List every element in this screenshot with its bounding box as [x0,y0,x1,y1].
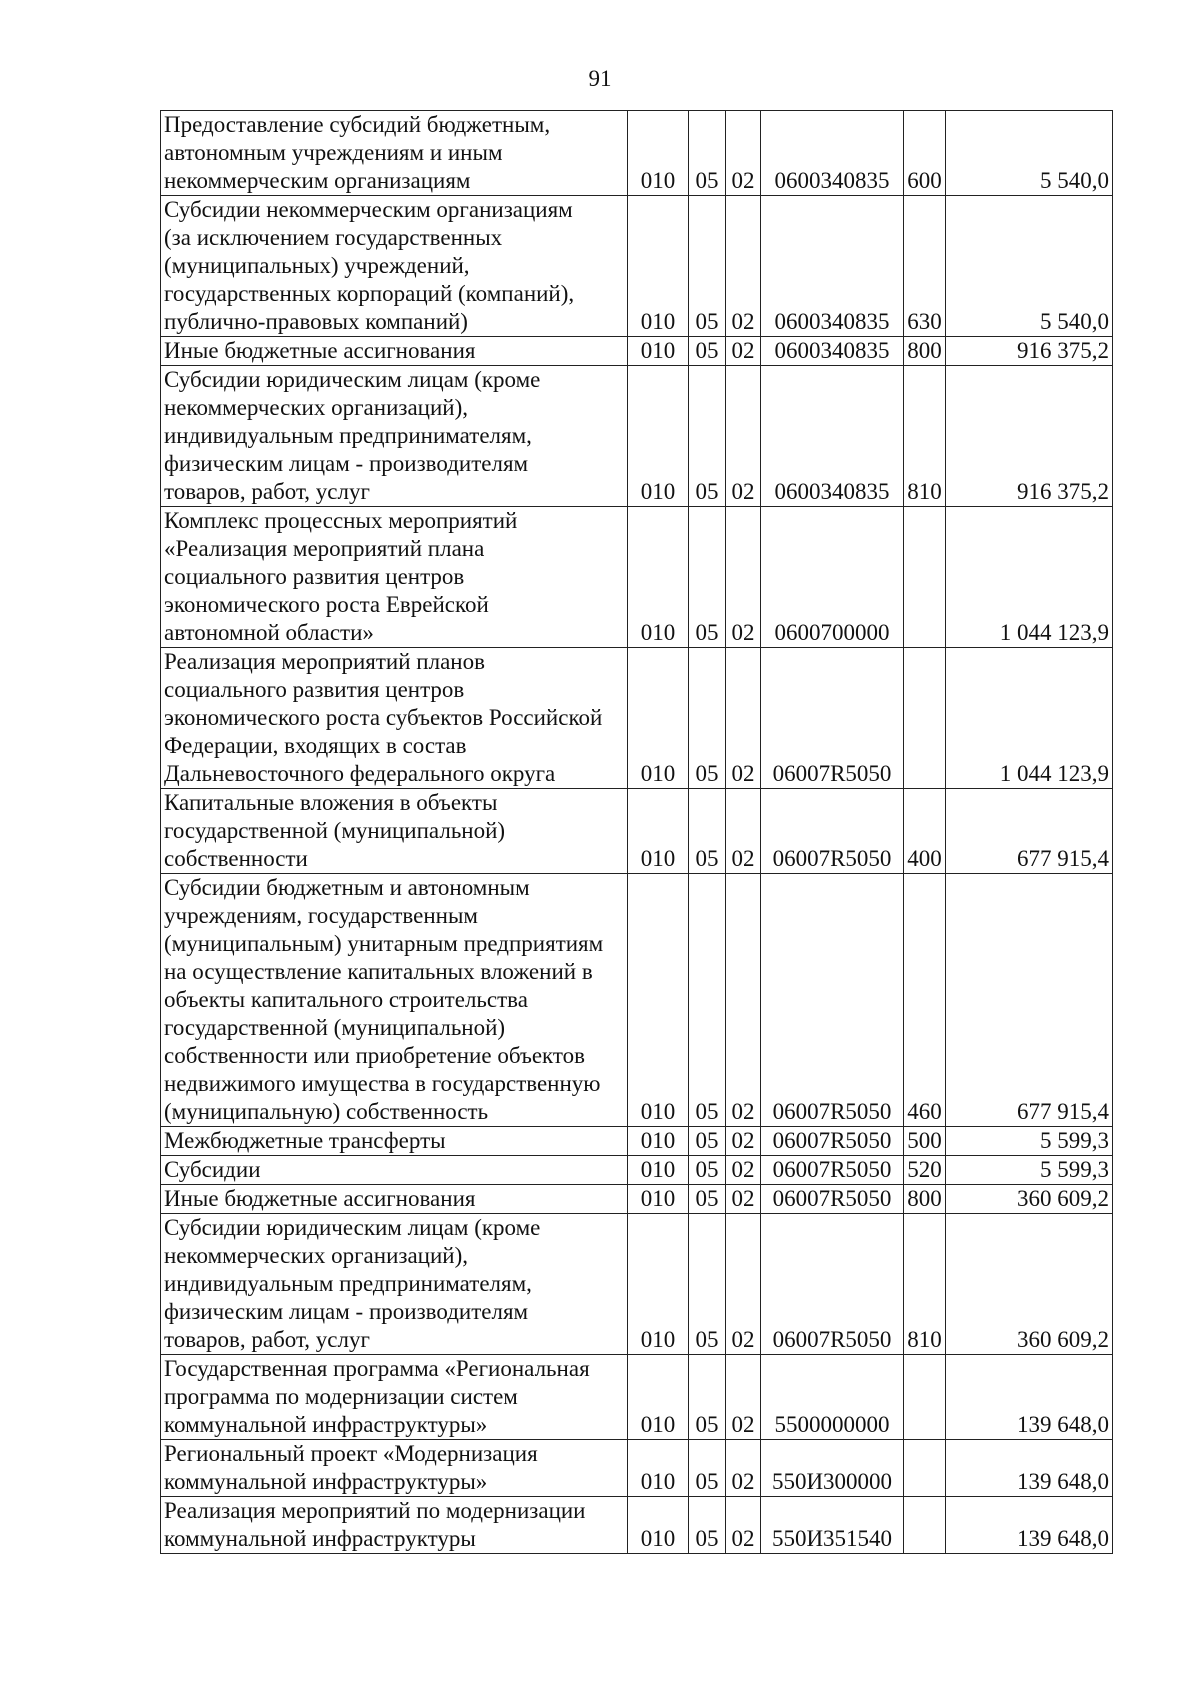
table-row [161,1355,1113,1440]
cell-name: Региональный проект «Модернизация коммунальной инфраструктуры» [161,1440,628,1497]
cell-pr: 02 [726,789,761,874]
table-row [161,366,1113,507]
cell-pr: 02 [726,366,761,507]
cell-name: Субсидии некоммерческим организациям (за исключением государственных (муниципальных) учреждений, государственных корпораций (компаний), публично-правовых компаний) [161,196,628,337]
cell-rz: 05 [689,1355,726,1440]
cell-rz: 05 [689,337,726,366]
cell-sum: 1 044 123,9 [946,648,1113,789]
table-row [161,1214,1113,1355]
cell-csr: 550И300000 [761,1440,904,1497]
table-body [161,111,1113,1554]
cell-name: Субсидии юридическим лицам (кроме некоммерческих организаций), индивидуальным предпринимателям, физическим лицам - производителям товаров, работ, услуг [161,366,628,507]
table-row [161,507,1113,648]
table-row [161,196,1113,337]
cell-csr: 0600340835 [761,196,904,337]
cell-vr: 460 [904,874,946,1127]
cell-name: Иные бюджетные ассигнования [161,1185,628,1214]
cell-sum: 139 648,0 [946,1497,1113,1554]
cell-csr: 550И351540 [761,1497,904,1554]
cell-csr: 0600340835 [761,337,904,366]
cell-rz: 05 [689,1214,726,1355]
cell-min: 010 [628,1156,689,1185]
cell-min: 010 [628,1214,689,1355]
table-row [161,337,1113,366]
table-row [161,1156,1113,1185]
cell-vr: 500 [904,1127,946,1156]
cell-vr: 810 [904,1214,946,1355]
cell-min: 010 [628,874,689,1127]
cell-min: 010 [628,1127,689,1156]
cell-min: 010 [628,789,689,874]
cell-min: 010 [628,366,689,507]
cell-pr: 02 [726,111,761,196]
table-row [161,1497,1113,1554]
table-row [161,874,1113,1127]
cell-csr: 5500000000 [761,1355,904,1440]
cell-csr: 06007R5050 [761,874,904,1127]
cell-sum: 916 375,2 [946,337,1113,366]
cell-vr: 630 [904,196,946,337]
cell-sum: 139 648,0 [946,1355,1113,1440]
cell-min: 010 [628,196,689,337]
cell-vr: 600 [904,111,946,196]
cell-vr: 520 [904,1156,946,1185]
table-row [161,789,1113,874]
cell-name: Предоставление субсидий бюджетным, автономным учреждениям и иным некоммерческим организациям [161,111,628,196]
cell-csr: 06007R5050 [761,1156,904,1185]
cell-vr [904,1355,946,1440]
cell-sum: 5 599,3 [946,1127,1113,1156]
budget-table [160,110,1113,1554]
cell-rz: 05 [689,507,726,648]
cell-rz: 05 [689,789,726,874]
cell-min: 010 [628,1355,689,1440]
cell-csr: 0600700000 [761,507,904,648]
cell-csr: 0600340835 [761,111,904,196]
table-row [161,1127,1113,1156]
cell-rz: 05 [689,1185,726,1214]
cell-vr: 810 [904,366,946,507]
cell-vr [904,507,946,648]
cell-name: Субсидии [161,1156,628,1185]
cell-name: Иные бюджетные ассигнования [161,337,628,366]
cell-vr [904,1440,946,1497]
cell-min: 010 [628,337,689,366]
cell-min: 010 [628,1440,689,1497]
cell-sum: 5 599,3 [946,1156,1113,1185]
cell-min: 010 [628,1185,689,1214]
cell-name: Межбюджетные трансферты [161,1127,628,1156]
table-row [161,1440,1113,1497]
cell-rz: 05 [689,196,726,337]
cell-vr [904,1497,946,1554]
page-number: 91 [588,66,612,91]
cell-pr: 02 [726,1156,761,1185]
cell-csr: 06007R5050 [761,1127,904,1156]
cell-pr: 02 [726,1355,761,1440]
cell-csr: 06007R5050 [761,1185,904,1214]
cell-min: 010 [628,111,689,196]
cell-pr: 02 [726,507,761,648]
table-row [161,111,1113,196]
cell-sum: 5 540,0 [946,196,1113,337]
cell-rz: 05 [689,1497,726,1554]
cell-rz: 05 [689,111,726,196]
cell-min: 010 [628,507,689,648]
cell-csr: 06007R5050 [761,789,904,874]
cell-pr: 02 [726,1185,761,1214]
cell-rz: 05 [689,1156,726,1185]
cell-sum: 916 375,2 [946,366,1113,507]
cell-pr: 02 [726,648,761,789]
cell-csr: 06007R5050 [761,648,904,789]
cell-sum: 1 044 123,9 [946,507,1113,648]
cell-vr: 800 [904,1185,946,1214]
cell-rz: 05 [689,1440,726,1497]
cell-name: Субсидии бюджетным и автономным учреждениям, государственным (муниципальным) унитарным предприятиям на осуществление капитальных вложений в объекты капитального строительства государственной (муниципальной) собственности или приобретение объектов недвижимого имущества в государственную (муниципальную) собственность [161,874,628,1127]
cell-pr: 02 [726,196,761,337]
cell-vr: 400 [904,789,946,874]
cell-rz: 05 [689,648,726,789]
table-row [161,1185,1113,1214]
cell-sum: 5 540,0 [946,111,1113,196]
cell-rz: 05 [689,1127,726,1156]
cell-vr: 800 [904,337,946,366]
cell-sum: 360 609,2 [946,1214,1113,1355]
cell-rz: 05 [689,366,726,507]
cell-sum: 677 915,4 [946,789,1113,874]
cell-sum: 677 915,4 [946,874,1113,1127]
cell-vr [904,648,946,789]
cell-min: 010 [628,648,689,789]
cell-rz: 05 [689,874,726,1127]
cell-name: Комплекс процессных мероприятий «Реализация мероприятий плана социального развития центров экономического роста Еврейской автономной области» [161,507,628,648]
cell-sum: 139 648,0 [946,1440,1113,1497]
cell-pr: 02 [726,1440,761,1497]
cell-csr: 0600340835 [761,366,904,507]
cell-name: Государственная программа «Региональная программа по модернизации систем коммунальной инфраструктуры» [161,1355,628,1440]
cell-name: Субсидии юридическим лицам (кроме некоммерческих организаций), индивидуальным предпринимателям, физическим лицам - производителям товаров, работ, услуг [161,1214,628,1355]
cell-pr: 02 [726,1127,761,1156]
cell-min: 010 [628,1497,689,1554]
cell-pr: 02 [726,337,761,366]
cell-name: Реализация мероприятий планов социального развития центров экономического роста субъектов Российской Федерации, входящих в состав Дальневосточного федерального округа [161,648,628,789]
table-row [161,648,1113,789]
cell-pr: 02 [726,874,761,1127]
cell-sum: 360 609,2 [946,1185,1113,1214]
cell-pr: 02 [726,1497,761,1554]
cell-name: Реализация мероприятий по модернизации коммунальной инфраструктуры [161,1497,628,1554]
cell-pr: 02 [726,1214,761,1355]
cell-name: Капитальные вложения в объекты государственной (муниципальной) собственности [161,789,628,874]
cell-csr: 06007R5050 [761,1214,904,1355]
